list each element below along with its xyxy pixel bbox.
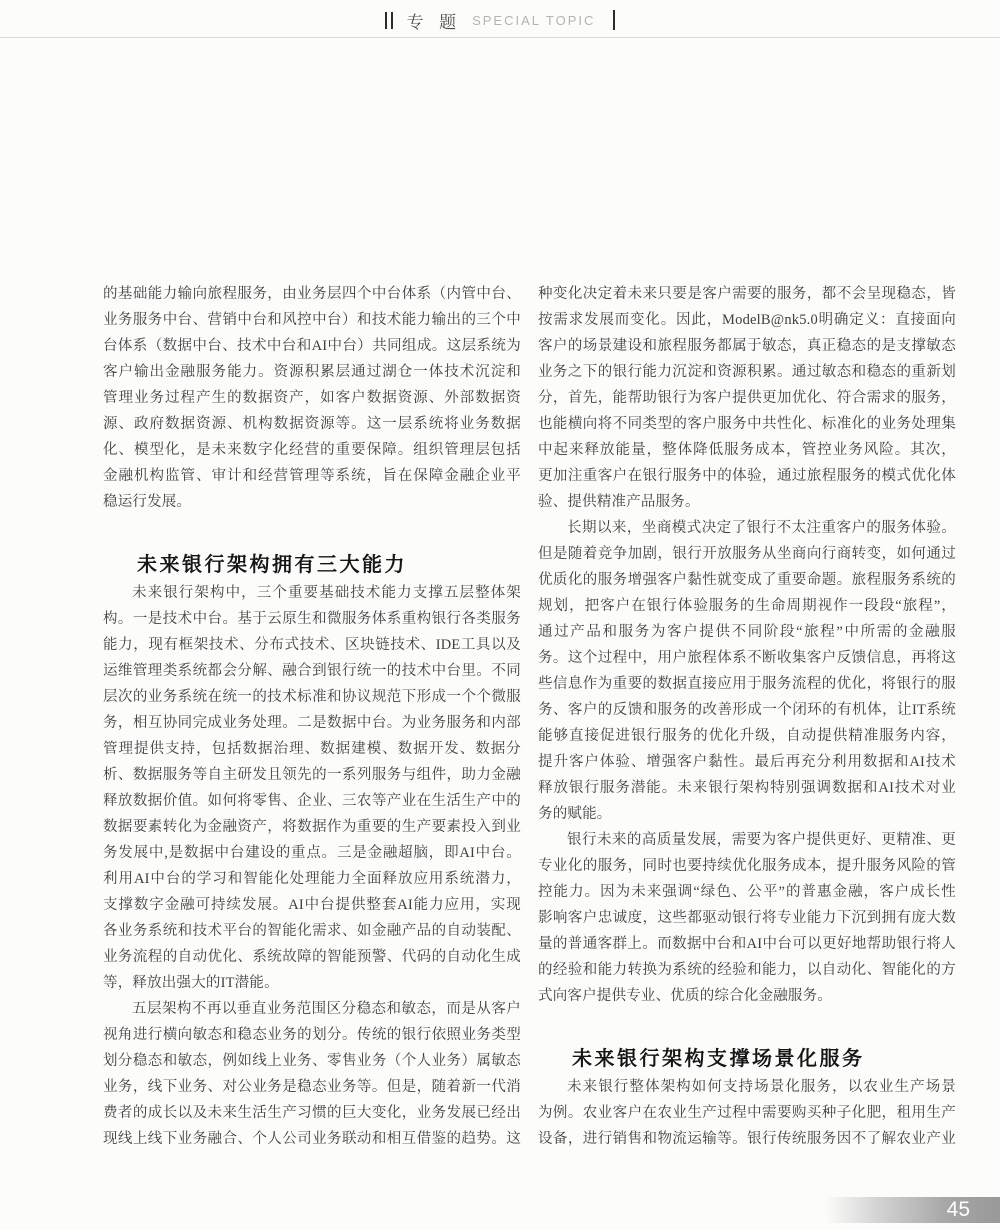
text-line: 通过产品和服务为客户提供不同阶段“旅程”中所需的金融服 [538, 624, 956, 640]
text-line: 银行未来的高质量发展，需要为客户提供更好、更精准、更 [567, 832, 956, 848]
footer-bar [825, 1197, 1000, 1223]
text-line: 费者的成长以及未来生活生产习惯的巨大变化，业务发展已经出 [103, 1105, 521, 1121]
text-line: 中起来释放能量，整体降低服务成本，管控业务风险。其次， [538, 442, 956, 458]
text-line: 运维管理类系统都会分解、融合到银行统一的技术中台里。不同 [103, 663, 521, 679]
text-line: 为例。农业客户在农业生产过程中需要购买种子化肥，租用生产 [538, 1105, 956, 1121]
text-line: 分，首先，能帮助银行为客户提供更加优化、符合需求的服务， [538, 390, 956, 406]
text-line: 源、政府数据资源、机构数据资源等。这一层系统将业务数据 [103, 416, 521, 432]
text-line: 各业务系统和技术平台的智能化需求、如金融产品的自动装配、 [103, 923, 521, 939]
header-title-cn: 专 题 [406, 12, 459, 32]
text-line: 式向客户提供专业、优质的综合化金融服务。 [538, 988, 832, 1004]
text-line: 台体系（数据中台、技术中台和AI中台）共同组成。这层系统为 [103, 338, 521, 354]
text-line: 未来银行架构中，三个重要基础技术能力支撑五层整体架 [132, 585, 521, 601]
text-line: 五层架构不再以垂直业务范围区分稳态和敏态，而是从客户 [132, 1001, 521, 1017]
text-line: 划分稳态和敏态，例如线上业务、零售业务（个人业务）属敏态 [103, 1053, 521, 1069]
text-line: 客户的场景建设和旅程服务都属于敏态，真正稳态的是支撑敏态 [538, 338, 956, 354]
left-column [103, 281, 521, 1152]
text-line: 控能力。因为未来强调“绿色、公平”的普惠金融，客户成长性 [538, 884, 956, 900]
text-line: 但是随着竞争加剧，银行开放服务从坐商向行商转变，如何通过 [538, 546, 956, 562]
text-line: 也能横向将不同类型的客户服务中共性化、标准化的业务处理集 [538, 416, 956, 432]
paragraph [538, 827, 956, 1009]
text-line: 层次的业务系统在统一的技术标准和协议规范下形成一个个微服 [103, 689, 521, 705]
paragraph [103, 281, 521, 515]
text-line: 利用AI中台的学习和智能化处理能力全面释放应用系统潜力， [103, 871, 521, 887]
text-line: 稳运行发展。 [103, 494, 192, 510]
text-line: 支撑数字金融可持续发展。AI中台提供整套AI能力应用，实现 [103, 897, 521, 913]
text-line: 释放数据价值。如何将零售、企业、三农等产业在生活生产中的 [103, 793, 521, 809]
text-line: 更加注重客户在银行服务中的体验，通过旅程服务的模式优化体 [538, 468, 956, 484]
text-line: 专业化的服务，同时也要持续优化服务成本，提升服务风险的管 [538, 858, 956, 874]
text-line: 提升客户体验、增强客户黏性。最后再充分利用数据和AI技术 [538, 754, 956, 770]
vertical-bar-icon [613, 10, 615, 30]
text-line: 验、提供精准产品服务。 [538, 494, 700, 510]
text-line: 设备，进行销售和物流运输等。银行传统服务因不了解农业产业 [538, 1131, 956, 1147]
text-line: 规划，把客户在银行体验服务的生命周期视作一段段“旅程”， [538, 598, 956, 614]
text-line: 能力，现有框架技术、分布式技术、区块链技术、IDE工具以及 [103, 637, 521, 653]
text-line: 业务，线下业务、对公业务是稳态业务等。但是，随着新一代消 [103, 1079, 521, 1095]
text-line: 现线上线下业务融合、个人公司业务联动和相互借鉴的趋势。这 [103, 1131, 521, 1147]
paragraph [538, 515, 956, 827]
text-line: 的基础能力输向旅程服务，由业务层四个中台体系（内管中台、 [103, 286, 521, 302]
text-line: 按需求发展而变化。因此，ModelB@nk5.0明确定义：直接面向 [538, 312, 956, 328]
text-line: 管理业务过程产生的数据资产，如客户数据资源、外部数据资 [103, 390, 521, 406]
paragraph [538, 281, 956, 515]
text-line: 务的赋能。 [538, 806, 612, 822]
text-line: 量的普通客群上。而数据中台和AI中台可以更好地帮助银行将人 [538, 936, 956, 952]
text-line: 释放银行服务潜能。未来银行架构特别强调数据和AI技术对业 [538, 780, 956, 796]
section-heading: 未来银行架构拥有三大能力 [137, 554, 407, 576]
text-line: 优质化的服务增强客户黏性就变成了重要命题。旅程服务系统的 [538, 572, 956, 588]
text-line: 的经验和能力转换为系统的经验和能力，以自动化、智能化的方 [538, 962, 956, 978]
text-line: 些信息作为重要的数据直接应用于服务流程的优化，将银行的服 [538, 676, 956, 692]
text-line: 未来银行整体架构如何支持场景化服务，以农业生产场景 [567, 1079, 956, 1095]
text-line: 视角进行横向敏态和稳态业务的划分。传统的银行依照业务类型 [103, 1027, 521, 1043]
paragraph [538, 1074, 956, 1152]
text-line: 业务流程的自动优化、系统故障的智能预警、代码的自动化生成 [103, 949, 521, 965]
text-line: 种变化决定着未来只要是客户需要的服务，都不会呈现稳态，皆 [538, 286, 956, 302]
text-line: 务，相互协同完成业务处理。二是数据中台。为业务服务和内部 [103, 715, 521, 731]
text-line: 务发展中,是数据中台建设的重点。三是金融超脑，即AI中台。 [103, 845, 521, 861]
text-line: 能够直接促进银行服务的优化升级，自动提供精准服务内容， [538, 728, 956, 744]
text-line: 析、数据服务等自主研发且领先的一系列服务与组件，助力金融 [103, 767, 521, 783]
text-line: 长期以来，坐商模式决定了银行不太注重客户的服务体验。 [567, 520, 956, 536]
text-line: 金融机构监管、审计和经营管理等系统，旨在保障金融企业平 [103, 468, 521, 484]
paragraph [103, 996, 521, 1152]
text-line: 等，释放出强大的IT潜能。 [103, 975, 279, 991]
text-line: 务。这个过程中，用户旅程体系不断收集客户反馈信息，再将这 [538, 650, 956, 666]
article-body [103, 281, 956, 1152]
text-line: 化、模型化，是未来数字化经营的重要保障。组织管理层包括 [103, 442, 521, 458]
text-line: 业务服务中台、营销中台和风控中台）和技术能力输出的三个中 [103, 312, 521, 328]
text-line: 构。一是技术中台。基于云原生和微服务体系重构银行各类服务 [103, 611, 521, 627]
text-line: 管理提供支持，包括数据治理、数据建模、数据开发、数据分 [103, 741, 521, 757]
right-column [538, 281, 956, 1152]
page-number: 45 [946, 1198, 970, 1221]
text-line: 务、客户的反馈和服务的改善形成一个闭环的有机体，让IT系统 [538, 702, 956, 718]
text-line: 影响客户忠诚度，这些都驱动银行将专业能力下沉到拥有庞大数 [538, 910, 956, 926]
header-divider [0, 37, 1000, 38]
double-vertical-bar-icon [385, 12, 393, 29]
header-title-en: SPECIAL TOPIC [472, 12, 596, 28]
text-line: 业务之下的银行能力沉淀和资源积累。通过敏态和稳态的重新划 [538, 364, 956, 380]
text-line: 客户输出金融服务能力。资源积累层通过湖仓一体技术沉淀和 [103, 364, 521, 380]
section-heading: 未来银行架构支撑场景化服务 [572, 1048, 865, 1070]
text-line: 数据要素转化为金融资产，将数据作为重要的生产要素投入到业 [103, 819, 521, 835]
page-header [0, 6, 1000, 34]
paragraph [103, 580, 521, 996]
